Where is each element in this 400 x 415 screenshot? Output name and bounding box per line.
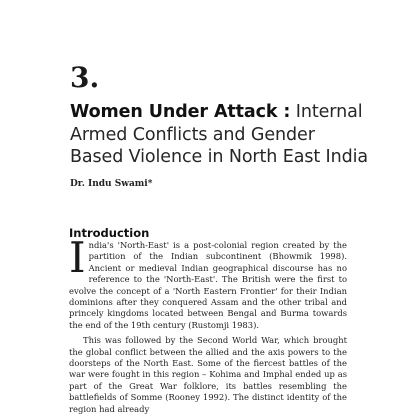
chapter-title <box>70 101 370 169</box>
author-name: Dr. Indu Swami* <box>70 179 153 189</box>
chapter-number: 3. <box>70 61 100 94</box>
paragraph: This was followed by the Second World War, which brought the global conflict between the allied and the axis powers to the doorsteps of the North East. Some of the fiercest battles of the war were fought in this region – Kohima and Imphal ended up as part of the Great War folklore, its battles resembling the battlefields of Somme (Rooney 1992). The distinct identity of the region had already <box>69 335 347 414</box>
section-heading: Introduction <box>69 226 150 240</box>
drop-cap: I <box>69 233 86 282</box>
chapter-title-lead: Women Under Attack : <box>70 102 291 122</box>
chapter-title-rest: Internal Armed Conflicts and Gender Based Violence in North East India <box>70 102 369 167</box>
paragraph-1-text: ndia's 'North-East' is a post-colonial region created by the partition of the Indian subcontinent (Bhowmik 1998). Ancient or medieval Indian geographical discourse has no reference to the 'North-East'. The British were the first to evolve the concept of a 'North Eastern Frontier' for their Indian dominions after they conquered Assam and the other tribal and princely kingdoms located between Bengal and Burma towards the end of the 19th century (Rustomji 1983). <box>69 240 347 330</box>
